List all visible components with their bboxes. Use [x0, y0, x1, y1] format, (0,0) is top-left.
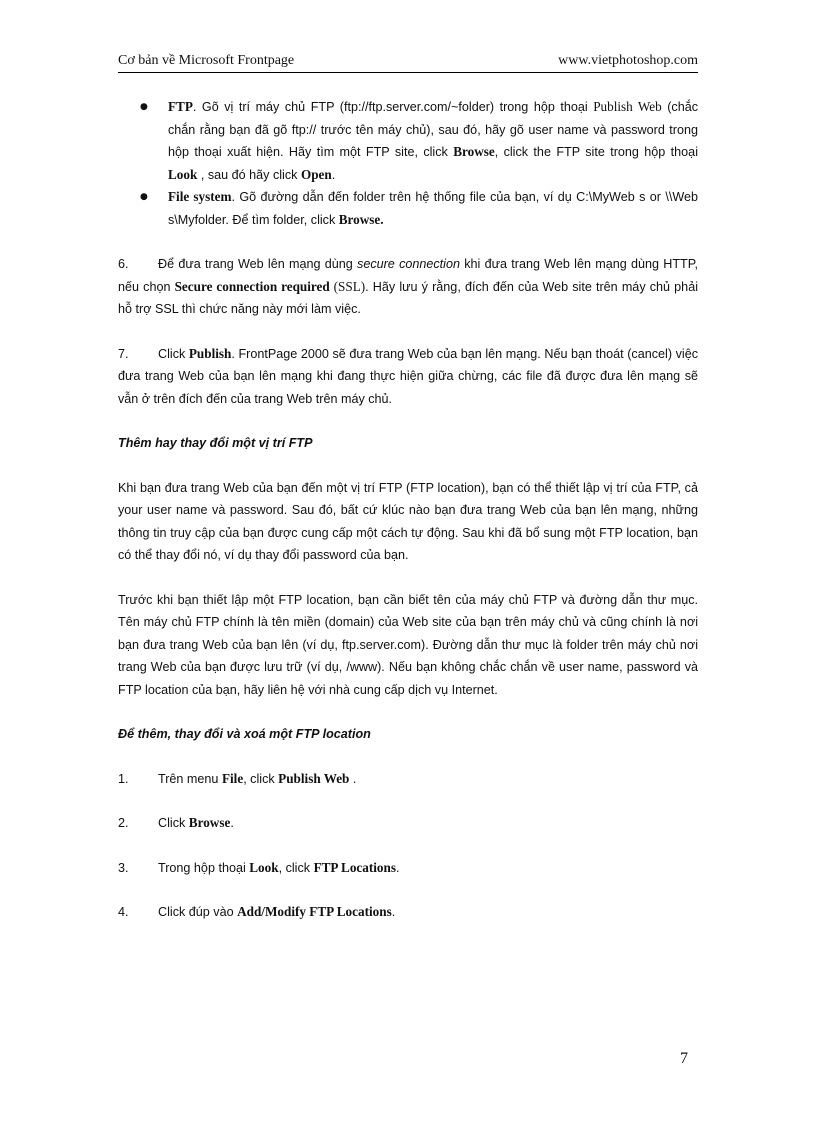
paragraph-7 [118, 343, 698, 411]
bullet-dot-icon: ● [140, 192, 148, 202]
text: . FrontPage 2000 sẽ đưa trang Web của bạn lên mạng. Nếu bạn thoát (cancel) việc đưa trang Web của bạn lên mạng khi đang thực hiện giữa chừng, các file đã được đưa lên mạng sẽ vẫn ở trên đích đến của trang Web trên máy chủ. [118, 346, 698, 406]
list-number: 3. [118, 860, 129, 875]
text: . Hãy lưu ý rằng, đích đến của Web site trên máy chủ phải hỗ trợ SSL thì chức năng này mới làm việc. [118, 279, 698, 316]
text: , click the FTP site trong hộp thoại [494, 145, 698, 159]
section-heading-add-modify: Để thêm, thay đổi và xoá một FTP location [118, 727, 371, 741]
text: Click đúp vào [158, 905, 238, 919]
text: Trong hộp thoại [158, 860, 250, 875]
bullet-file-system-label: File system [168, 189, 232, 204]
header-title: Cơ bản về Microsoft Frontpage [118, 53, 295, 68]
page-header [118, 52, 698, 73]
step-1 [118, 768, 698, 791]
text: (chắc chắn rằng bạn đã gõ ftp:// trước tên máy chủ), sau đó, hãy gõ user name và password trong hộp thoại xuất hiện. Hãy tìm một FTP site, click [168, 100, 698, 159]
term: Browse. [338, 211, 384, 227]
term: Publish Web [278, 770, 350, 786]
text: Click [158, 346, 189, 361]
text: Để đưa trang Web lên mạng dùng [158, 257, 358, 271]
text: . Gõ đường dẫn đến folder trên hệ thống file của bạn, ví dụ C:\MyWeb s or \\Web s\Myfolder. Để tìm folder, click [168, 190, 698, 227]
list-number: 1. [118, 771, 129, 786]
list-number: 6. [118, 257, 129, 271]
term: Publish Web [593, 99, 662, 114]
text: . [396, 860, 400, 875]
text: , click [278, 860, 314, 875]
term: Publish [188, 345, 232, 361]
term: FTP Locations [313, 859, 396, 875]
bullet-ftp [118, 96, 698, 186]
text: . Gõ vị trí máy chủ FTP (ftp://ftp.server.com/~folder) trong hộp thoại [192, 100, 594, 114]
term: Browse [453, 144, 495, 159]
term: Look [168, 166, 198, 182]
text: . [331, 167, 336, 182]
emphasis: secure connection [357, 257, 460, 271]
paragraph-ftp-location: Khi bạn đưa trang Web của bạn đến một vị trí FTP (FTP location), bạn có thể thiết lập vị trí của FTP, cả your user name và password. Sau đó, bất cứ klúc nào bạn đưa trang Web của bạn lên mạng, những thông tin truy cập của bạn được cung cấp một cách tự động. Sau khi đã bổ sung một FTP location, bạn có thể thay đổi nó, ví dụ thay đổi password của bạn. [118, 480, 698, 562]
step-2 [118, 812, 698, 835]
step-4 [118, 901, 698, 924]
paragraph-6 [118, 253, 698, 321]
page-number: 7 [680, 1050, 688, 1067]
header-website: www.vietphotoshop.com [558, 53, 698, 68]
term: Look [249, 859, 279, 875]
bullet-ftp-label: FTP [168, 99, 193, 114]
step-3 [118, 857, 698, 880]
text: khi đưa trang Web lên mạng dùng HTTP, nếu chọn [118, 257, 698, 294]
text: . [391, 905, 396, 919]
text: . [230, 816, 234, 830]
term: Open [300, 166, 332, 182]
text: , click [243, 771, 279, 786]
term: Add/Modify FTP Locations [237, 904, 392, 919]
list-number: 2. [118, 816, 129, 830]
page-content [118, 96, 698, 924]
paragraph-before-setup: Trước khi bạn thiết lập một FTP location, bạn cần biết tên của máy chủ FTP và đường dẫn thư mục. Tên máy chủ FTP chính là tên miền (domain) của Web site của bạn trên máy chủ và cũng chính là nơi bạn đưa trang Web của bạn lên (ví dụ, ftp.server.com). Đường dẫn thư mục là folder trên máy chủ nơi trang Web của bạn được lưu trữ (ví dụ, /www). Nếu bạn không chắc chắn về user name, password và FTP location của bạn, hãy liên hệ với nhà cung cấp dịch vụ Internet. [118, 592, 698, 697]
term: File [221, 770, 244, 786]
term: (SSL) [329, 278, 366, 294]
list-number: 4. [118, 905, 129, 919]
section-heading-ftp: Thêm hay thay đổi một vị trí FTP [118, 436, 313, 450]
bullet-dot-icon: ● [140, 102, 148, 112]
bullet-file-system [118, 186, 698, 231]
text: , sau đó hãy click [197, 167, 301, 182]
text: . [349, 771, 357, 786]
term: Secure connection required [174, 278, 330, 294]
text: Trên menu [158, 771, 222, 786]
text: Click [158, 816, 189, 830]
term: Browse [188, 815, 231, 830]
list-number: 7. [118, 346, 129, 361]
